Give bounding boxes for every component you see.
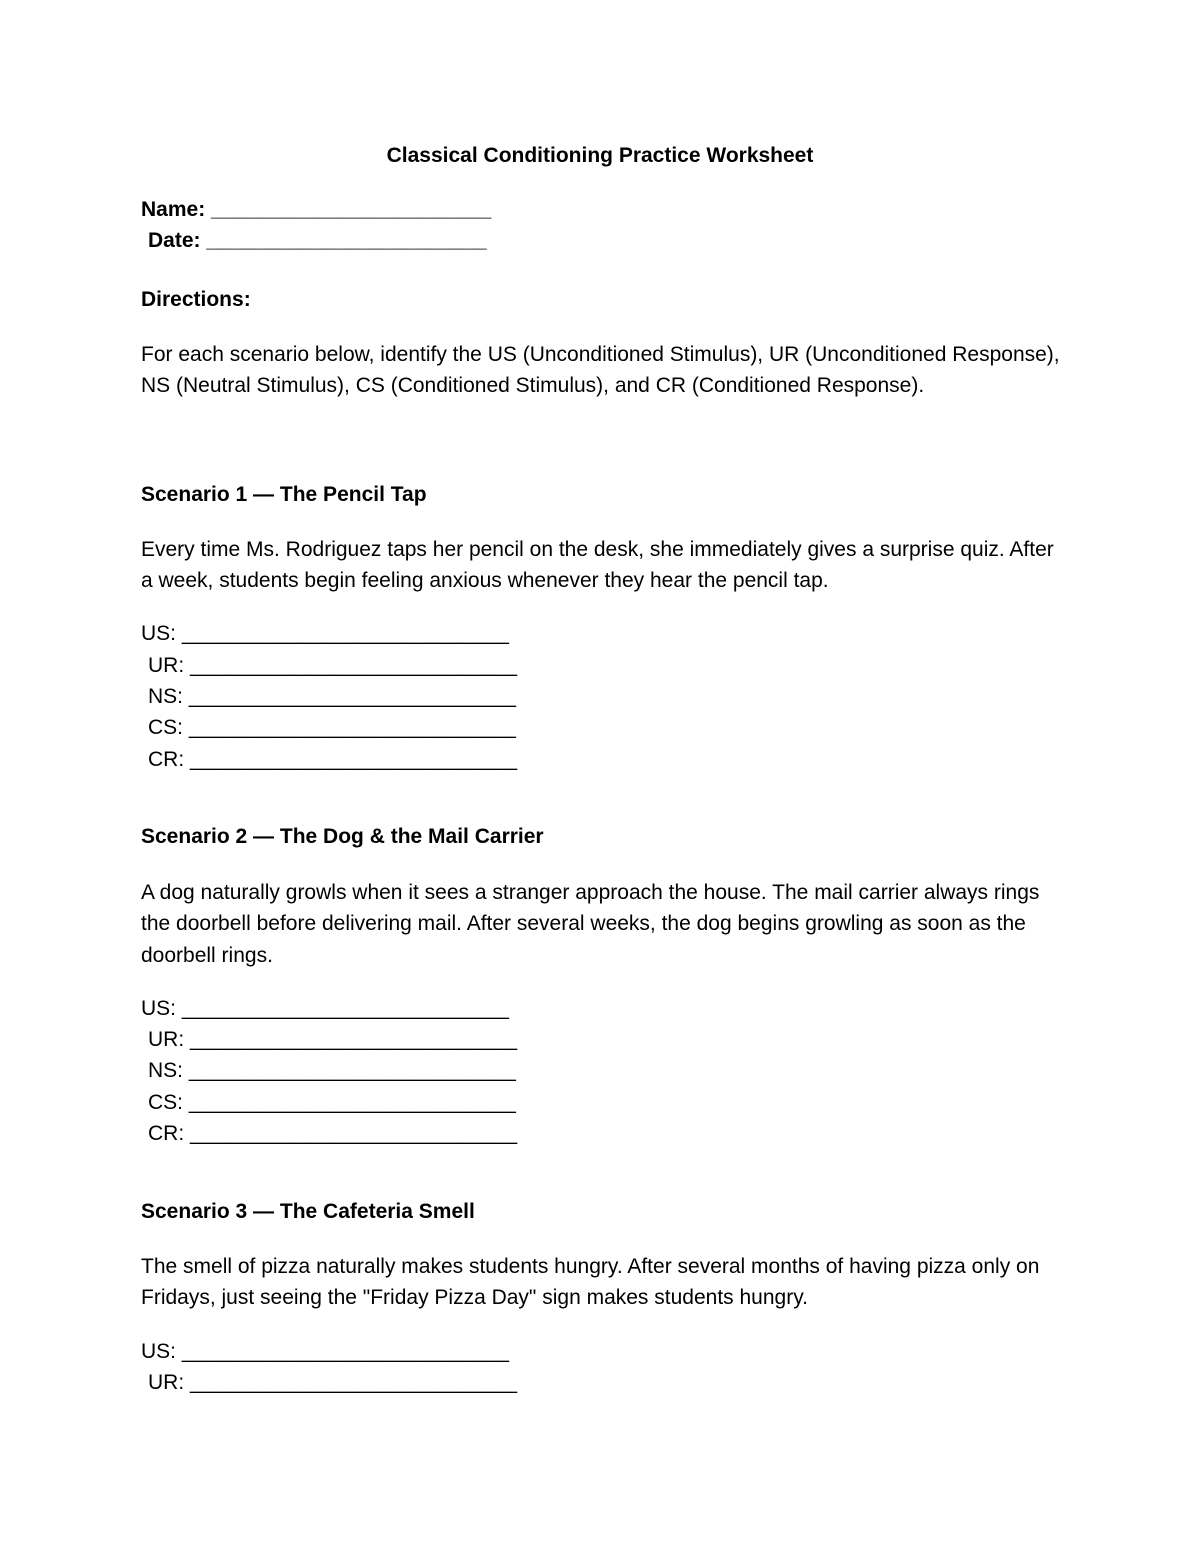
answer-blank: ____________________________ <box>188 685 516 708</box>
scenario-3-text: The smell of pizza naturally makes students hungry. After several months of having pizza only on Fridays, just seeing the "Friday Pizza Day" sign makes students hungry. <box>141 1255 1040 1310</box>
scenario-3-answer-ur <box>148 1370 517 1396</box>
scenario-3-answer-us <box>141 1339 509 1365</box>
answer-blank: ____________________________ <box>181 997 509 1020</box>
scenario-1-heading: Scenario 1 — The Pencil Tap <box>141 483 427 506</box>
scenario-1-answer-ur <box>148 653 517 679</box>
answer-label: CS: <box>148 716 184 739</box>
answer-blank: ____________________________ <box>188 716 516 739</box>
scenario-1-answer-cr <box>148 747 517 773</box>
directions-heading: Directions: <box>141 288 251 311</box>
answer-label: NS: <box>148 1059 184 1082</box>
answer-label: US: <box>141 997 177 1020</box>
answer-blank: ____________________________ <box>188 1091 516 1114</box>
name-label: Name: <box>141 198 206 221</box>
answer-label: UR: <box>148 654 185 677</box>
scenario-1-text: Every time Ms. Rodriguez taps her pencil on the desk, she immediately gives a surprise quiz. After a week, students begin feeling anxious whenever they hear the pencil tap. <box>141 538 1054 593</box>
answer-label: US: <box>141 622 177 645</box>
answer-blank: ____________________________ <box>181 622 509 645</box>
date-blank: ________________________ <box>206 229 487 252</box>
answer-blank: ____________________________ <box>181 1340 509 1363</box>
scenario-1-answer-cs <box>148 715 516 741</box>
directions-text: For each scenario below, identify the US (Unconditioned Stimulus), UR (Unconditioned Response), NS (Neutral Stimulus), CS (Conditioned Stimulus), and CR (Conditioned Response). <box>141 343 1060 398</box>
answer-blank: ____________________________ <box>190 1122 518 1145</box>
answer-blank: ____________________________ <box>190 748 518 771</box>
answer-label: CR: <box>148 748 185 771</box>
answer-label: NS: <box>148 685 184 708</box>
answer-label: UR: <box>148 1371 185 1394</box>
scenario-1-answer-us <box>141 621 509 647</box>
answer-label: UR: <box>148 1028 185 1051</box>
scenario-2-answer-us <box>141 996 509 1022</box>
answer-blank: ____________________________ <box>190 1028 518 1051</box>
scenario-2-answer-ns <box>148 1058 516 1084</box>
worksheet-title: Classical Conditioning Practice Worksheet <box>386 144 814 167</box>
scenario-1-answer-ns <box>148 684 516 710</box>
date-label: Date: <box>148 229 201 252</box>
answer-blank: ____________________________ <box>190 1371 518 1394</box>
scenario-2-answer-cr <box>148 1121 517 1147</box>
scenario-3-heading: Scenario 3 — The Cafeteria Smell <box>141 1200 475 1223</box>
scenario-2-answer-ur <box>148 1027 517 1053</box>
scenario-2-heading: Scenario 2 — The Dog & the Mail Carrier <box>141 825 544 848</box>
scenario-2-answer-cs <box>148 1090 516 1116</box>
answer-label: CR: <box>148 1122 185 1145</box>
date-field <box>148 228 487 254</box>
name-field <box>141 197 491 223</box>
scenario-2-text: A dog naturally growls when it sees a stranger approach the house. The mail carrier always rings the doorbell before delivering mail. After several weeks, the dog begins growling as soon as the doorbell rings. <box>141 881 1040 967</box>
answer-blank: ____________________________ <box>188 1059 516 1082</box>
answer-label: CS: <box>148 1091 184 1114</box>
answer-label: US: <box>141 1340 177 1363</box>
name-blank: ________________________ <box>211 198 492 221</box>
answer-blank: ____________________________ <box>190 654 518 677</box>
